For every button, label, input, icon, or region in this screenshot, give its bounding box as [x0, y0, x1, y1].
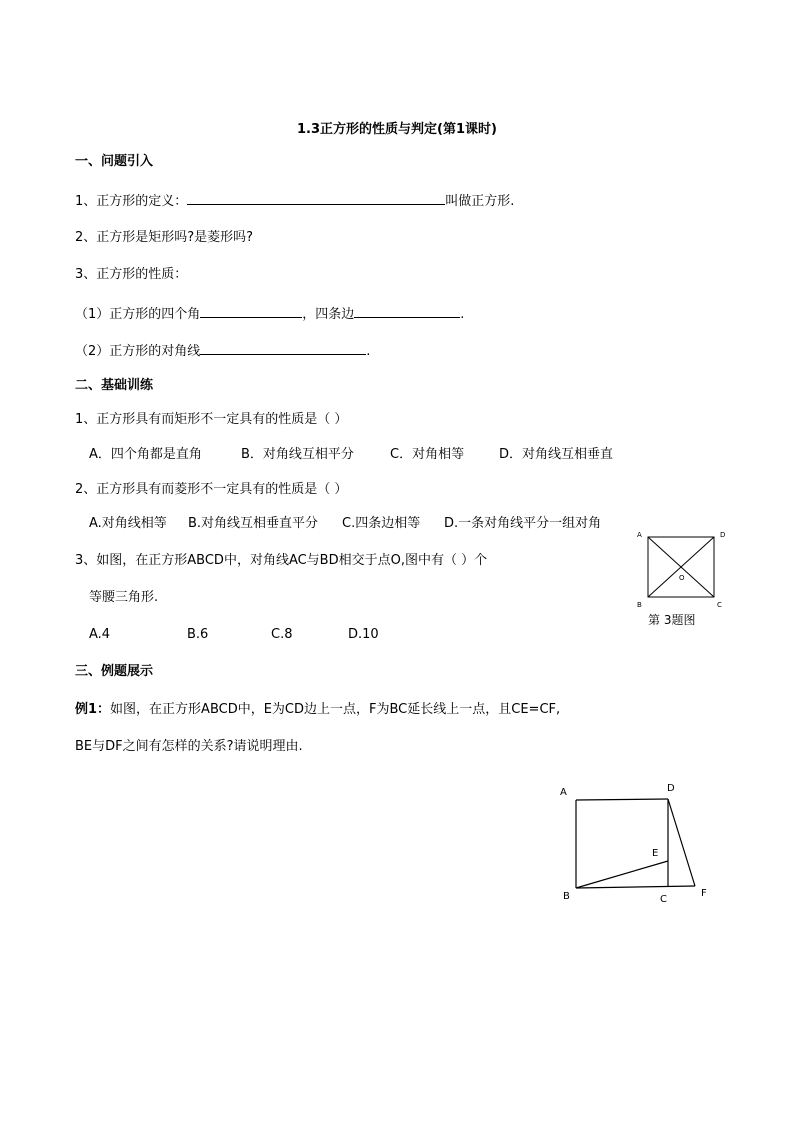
- point-label-f: F: [701, 888, 707, 899]
- q3b-suffix: .: [366, 344, 371, 359]
- vertex-label-a: A: [560, 787, 567, 798]
- option-a[interactable]: A．四个角都是直角: [89, 447, 202, 462]
- option-c[interactable]: C.8: [271, 627, 293, 642]
- option-d[interactable]: D.一条对角线平分一组对角: [444, 516, 602, 531]
- mc-question-1: 1、正方形具有而矩形不一定具有的性质是（ ）: [75, 412, 348, 427]
- q3a-suffix: .: [460, 307, 465, 322]
- example-text: 如图，在正方形ABCD中，E为CD边上一点，F为BC延长线上一点，且CE=CF,: [110, 702, 561, 717]
- example-1-line-2: BE与DF之间有怎样的关系?请说明理由.: [75, 739, 303, 754]
- vertex-label-c: C: [717, 601, 722, 609]
- line-bf: [576, 886, 695, 888]
- q3a-prefix: （1）正方形的四个角: [75, 307, 201, 322]
- option-c[interactable]: C.四条边相等: [342, 516, 421, 531]
- vertex-label-b: B: [563, 891, 570, 902]
- vertex-label-d: D: [720, 531, 726, 539]
- question-3: 3、正方形的性质：: [75, 267, 188, 282]
- vertex-label-c: C: [660, 894, 667, 905]
- section-3-heading: 三、例题展示: [75, 664, 154, 679]
- answer-blank[interactable]: [354, 303, 460, 318]
- answer-blank[interactable]: [200, 303, 302, 318]
- point-label-e: E: [652, 848, 659, 859]
- option-c[interactable]: C．对角相等: [390, 447, 465, 462]
- side-ad: [576, 799, 668, 800]
- segment-df: [668, 799, 695, 886]
- mc-question-2: 2、正方形具有而菱形不一定具有的性质是（ ）: [75, 482, 348, 497]
- segment-be: [576, 861, 668, 888]
- option-d[interactable]: D．对角线互相垂直: [499, 447, 614, 462]
- question-2: 2、正方形是矩形吗?是菱形吗?: [75, 230, 254, 245]
- example-label: 例1：: [75, 702, 111, 717]
- center-label-o: O: [679, 574, 685, 582]
- q3a-mid: ，四条边: [302, 307, 355, 322]
- square-abcd: [648, 537, 714, 597]
- example-1-line-1: [75, 701, 560, 719]
- section-1-heading: 一、问题引入: [75, 154, 154, 169]
- page-title: 1.3正方形的性质与判定(第1课时): [297, 122, 497, 137]
- option-b[interactable]: B.对角线互相垂直平分: [188, 516, 319, 531]
- mc-question-3-cont: 等腰三角形.: [89, 590, 159, 605]
- answer-blank[interactable]: [200, 340, 366, 355]
- option-b[interactable]: B.6: [187, 627, 209, 642]
- option-a[interactable]: A.对角线相等: [89, 516, 167, 531]
- mc-question-3: 3、如图，在正方形ABCD中，对角线AC与BD相交于点O,图中有（ ）个: [75, 553, 488, 568]
- section-2-heading: 二、基础训练: [75, 378, 154, 393]
- q1-prefix: 1、正方形的定义：: [75, 194, 188, 209]
- example-1-figure: [550, 775, 720, 910]
- option-a[interactable]: A.4: [89, 627, 111, 642]
- q1-suffix: 叫做正方形.: [445, 194, 515, 209]
- q3b-prefix: （2）正方形的对角线: [75, 344, 201, 359]
- vertex-label-a: A: [637, 531, 642, 539]
- vertex-label-b: B: [637, 601, 642, 609]
- question-3a: [75, 303, 464, 324]
- answer-blank[interactable]: [187, 190, 445, 205]
- question-3b: [75, 340, 370, 361]
- vertex-label-d: D: [667, 783, 675, 794]
- option-d[interactable]: D.10: [348, 627, 379, 642]
- figure-caption: 第 3题图: [648, 613, 696, 627]
- option-b[interactable]: B．对角线互相平分: [241, 447, 354, 462]
- question-1-definition: [75, 190, 514, 211]
- example-figure-lines: [576, 799, 695, 888]
